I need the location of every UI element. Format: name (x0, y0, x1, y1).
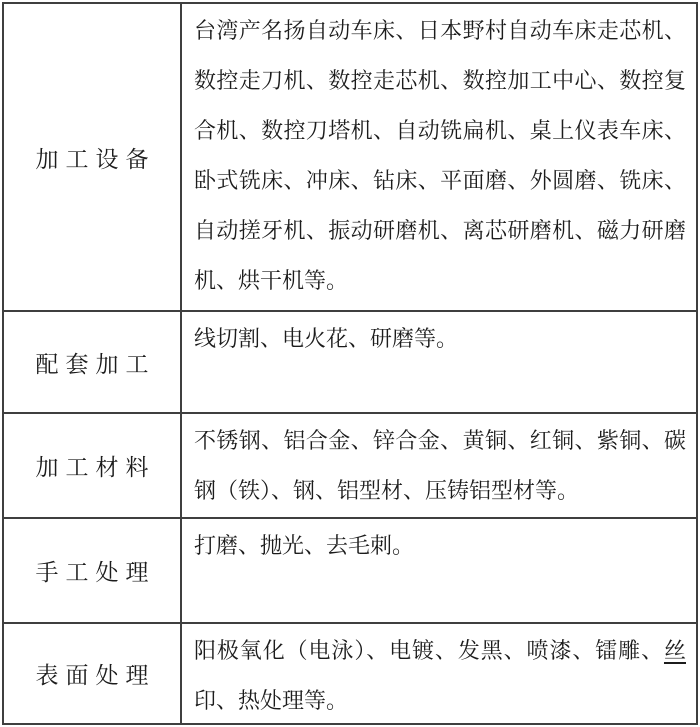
row-content (180, 624, 696, 723)
table-row (4, 622, 696, 723)
row-label: 加工设备 (35, 146, 156, 172)
row-content: 打磨、抛光、去毛刺。 (180, 519, 696, 622)
row-label: 表面处理 (35, 663, 156, 688)
row-content: 不锈钢、铝合金、锌合金、黄铜、红铜、紫铜、碳钢（铁）、钢、铝型材、压铸铝型材等。 (180, 414, 696, 517)
row-label: 加工材料 (35, 455, 156, 480)
underlined-text: 丝 (663, 638, 686, 663)
table-row (4, 4, 696, 310)
table-row (4, 412, 696, 517)
row-content-text: 阳极氧化（电泳）、电镀、发黑、喷漆、镭雕、 (194, 638, 664, 663)
capabilities-table (2, 2, 698, 725)
row-content: 台湾产名扬自动车床、日本野村自动车床走芯机、数控走刀机、数控走芯机、数控加工中心、数控复合机、数控刀塔机、自动铣扁机、桌上仪表车床、卧式铣床、冲床、钻床、平面磨、外圆磨、铣床、自动搓牙机、振动研磨机、离芯研磨机、磁力研磨机、烘干机等。 (180, 4, 696, 310)
row-content: 线切割、电火花、研磨等。 (180, 312, 696, 412)
table-row (4, 310, 696, 412)
row-label: 手工处理 (35, 560, 156, 585)
row-label: 配套加工 (35, 351, 156, 377)
row-content-text: 印、热处理等。 (194, 688, 349, 713)
table-row (4, 517, 696, 622)
